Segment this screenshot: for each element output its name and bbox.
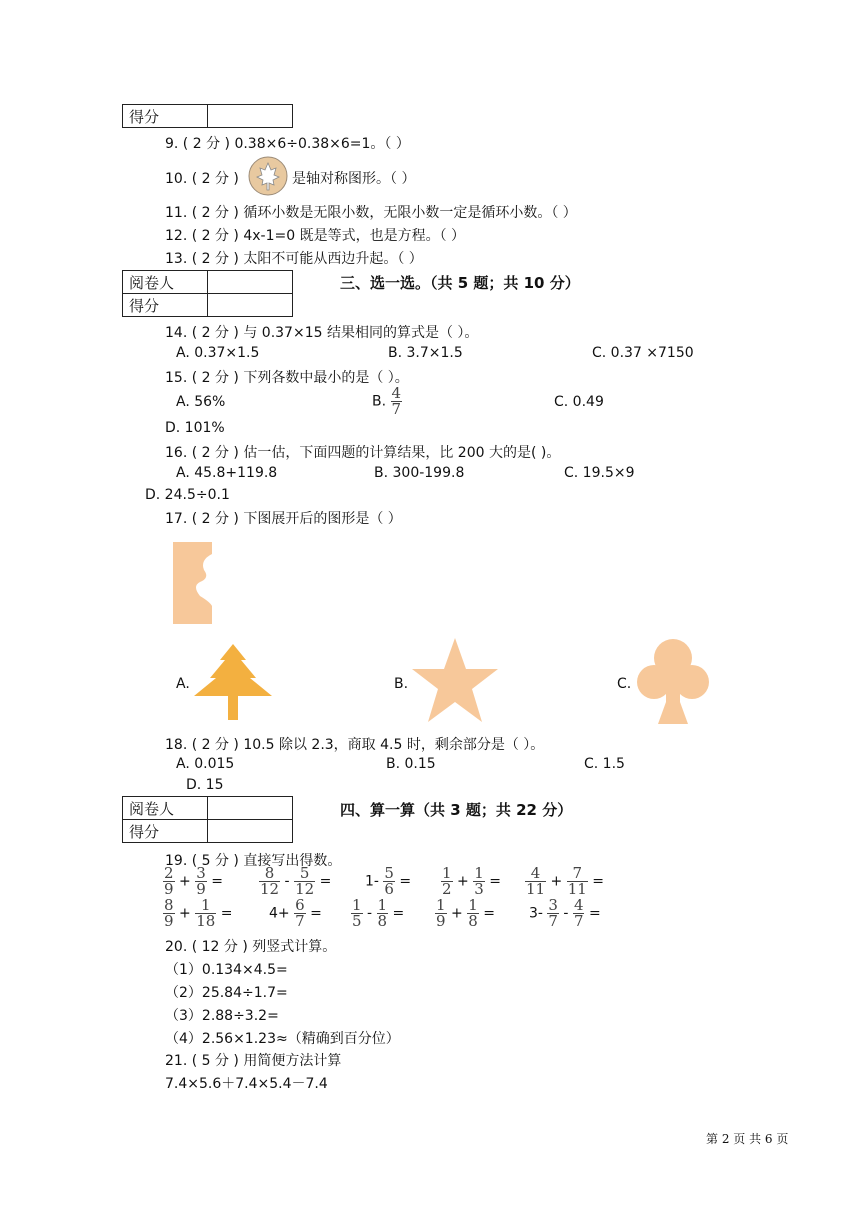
score-label: 得分	[123, 820, 208, 843]
fraction-expression: $\frac{1}{9}$ + $\frac{1}{8}$ =	[436, 896, 495, 930]
question-20: 20. ( 12 分 ) 列竖式计算。	[165, 939, 337, 955]
question-18: 18. ( 2 分 ) 10.5 除以 2.3，商取 4.5 时，剩余部分是（ ）。	[165, 737, 545, 753]
option-d[interactable]: D. 101%	[165, 420, 225, 436]
score-label: 得分	[123, 105, 208, 128]
question-12: 12. ( 2 分 ) 4x-1=0 既是等式，也是方程。（ ）	[165, 228, 466, 244]
option-c[interactable]: C. 0.49	[554, 394, 604, 410]
question-10-suffix: 是轴对称图形。（ ）	[292, 171, 416, 187]
subquestion-3: （3）2.88÷3.2=	[165, 1008, 279, 1024]
option-b[interactable]	[372, 386, 402, 417]
question-10-prefix: 10. ( 2 分 )	[165, 171, 239, 187]
option-b[interactable]: B. 3.7×1.5	[388, 345, 463, 361]
question-21: 21. ( 5 分 ) 用简便方法计算	[165, 1053, 342, 1069]
option-a[interactable]: A. 0.015	[176, 756, 235, 772]
option-b[interactable]: B. 0.15	[386, 756, 436, 772]
club-shape-option-c[interactable]	[636, 636, 710, 730]
expression-row-2	[163, 898, 783, 934]
star-shape-option-b[interactable]	[410, 636, 500, 728]
fraction-expression: $\frac{2}{9}$ + $\frac{3}{9}$ =	[164, 864, 223, 898]
subquestion-1: （1）0.134×4.5=	[165, 962, 288, 978]
fraction: $\frac{4}{7}$	[391, 384, 402, 418]
fraction-expression: $\frac{4}{11}$ + $\frac{7}{11}$ =	[526, 864, 605, 898]
fraction-expression: $\frac{8}{12}$ - $\frac{5}{12}$ =	[260, 864, 332, 898]
subquestion-2: （2）25.84÷1.7=	[165, 985, 288, 1001]
reviewer-label: 阅卷人	[123, 797, 208, 820]
subquestion-4: （4）2.56×1.23≈（精确到百分位）	[165, 1031, 400, 1047]
score-cell[interactable]	[208, 105, 293, 128]
question-17: 17. ( 2 分 ) 下图展开后的图形是（ ）	[165, 511, 402, 527]
question-16: 16. ( 2 分 ) 估一估，下面四题的计算结果，比 200 大的是( )。	[165, 445, 561, 461]
question-11: 11. ( 2 分 ) 循环小数是无限小数，无限小数一定是循环小数。（ ）	[165, 205, 577, 221]
question-9: 9. ( 2 分 ) 0.38×6÷0.38×6=1。（ ）	[165, 136, 410, 152]
fraction-expression: $\frac{1}{2}$ + $\frac{1}{3}$ =	[442, 864, 501, 898]
question-19: 19. ( 5 分 ) 直接写出得数。	[165, 853, 342, 869]
option-c[interactable]: C. 19.5×9	[564, 465, 635, 481]
option-b-label: B.	[372, 393, 387, 410]
score-table	[122, 104, 293, 128]
reviewer-cell[interactable]	[208, 271, 293, 294]
fraction-expression: $\frac{8}{9}$ + $\frac{1}{18}$ =	[164, 896, 233, 930]
tree-shape-option-a[interactable]	[192, 642, 274, 726]
option-b[interactable]: B. 300-199.8	[374, 465, 465, 481]
reviewer-cell[interactable]	[208, 797, 293, 820]
score-cell[interactable]	[208, 820, 293, 843]
maple-leaf-icon	[248, 156, 288, 196]
option-c-label[interactable]: C.	[617, 676, 632, 692]
question-13: 13. ( 2 分 ) 太阳不可能从西边升起。（ ）	[165, 251, 423, 267]
section-4-title: 四、算一算（共 3 题；共 22 分）	[340, 801, 573, 819]
fraction-expression: 1- $\frac{5}{6}$ =	[365, 864, 412, 898]
option-a[interactable]: A. 0.37×1.5	[176, 345, 260, 361]
fraction-expression: 3- $\frac{3}{7}$ - $\frac{4}{7}$ =	[529, 896, 601, 930]
question-15: 15. ( 2 分 ) 下列各数中最小的是（ ）。	[165, 370, 409, 386]
section-4-score-table	[122, 796, 293, 843]
section-3-score-table	[122, 270, 293, 317]
option-c[interactable]: C. 1.5	[584, 756, 625, 772]
option-d[interactable]: D. 15	[186, 777, 224, 793]
reviewer-label: 阅卷人	[123, 271, 208, 294]
option-c[interactable]: C. 0.37 ×7150	[592, 345, 694, 361]
fraction-expression: 4+ $\frac{6}{7}$ =	[269, 896, 322, 930]
option-b-label[interactable]: B.	[394, 676, 409, 692]
option-d[interactable]: D. 24.5÷0.1	[145, 487, 230, 503]
fraction-expression: $\frac{1}{5}$ - $\frac{1}{8}$ =	[352, 896, 405, 930]
option-a-label[interactable]: A.	[176, 676, 190, 692]
section-3-title: 三、选一选。（共 5 题；共 10 分）	[340, 274, 580, 292]
folded-shape-image	[170, 540, 215, 634]
score-cell[interactable]	[208, 294, 293, 317]
question-14: 14. ( 2 分 ) 与 0.37×15 结果相同的算式是（ ）。	[165, 325, 479, 341]
option-a[interactable]: A. 56%	[176, 394, 226, 410]
expression: 7.4×5.6＋7.4×5.4－7.4	[165, 1076, 328, 1092]
option-a[interactable]: A. 45.8+119.8	[176, 465, 278, 481]
page-number: 第 2 页 共 6 页	[706, 1132, 789, 1146]
score-label: 得分	[123, 294, 208, 317]
